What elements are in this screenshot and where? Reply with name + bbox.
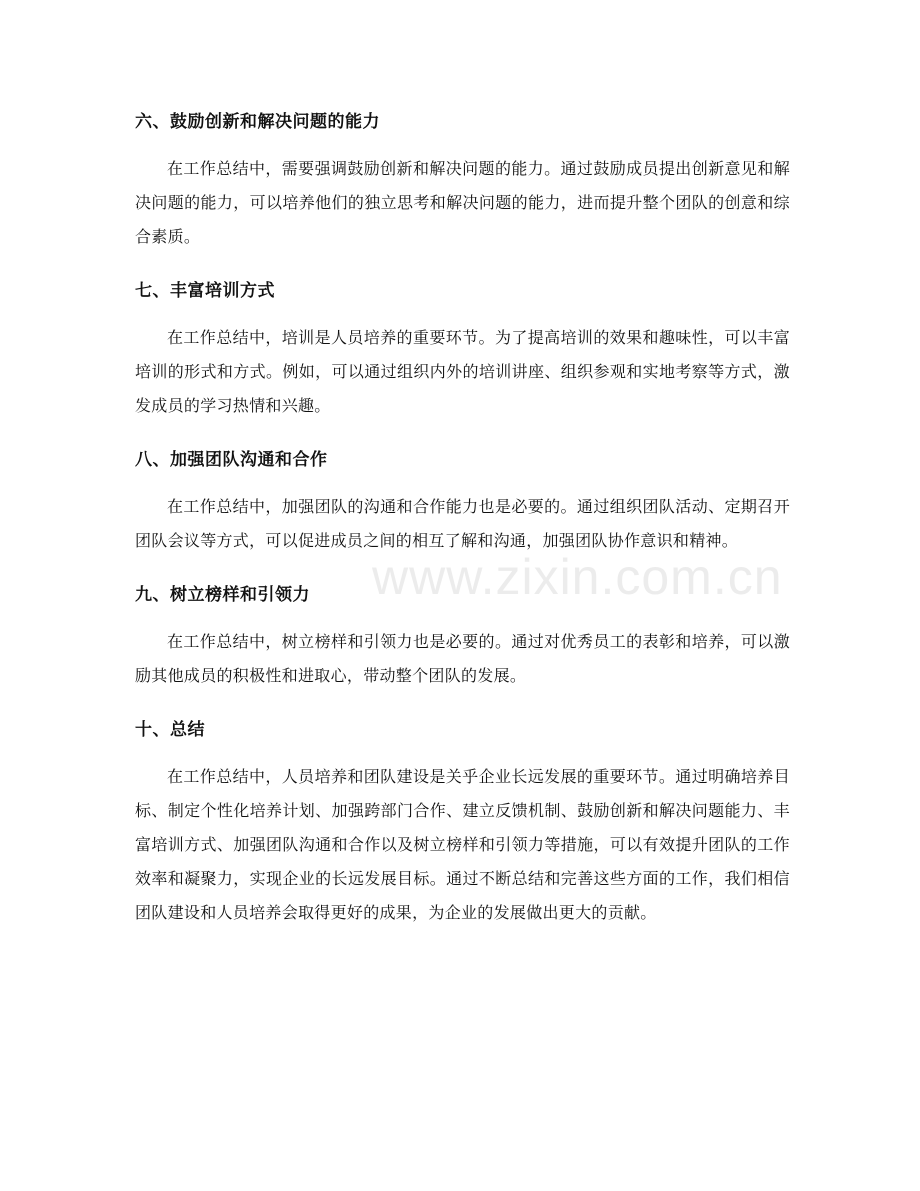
section-7 (135, 273, 790, 423)
section-heading: 七、丰富培训方式 (135, 281, 275, 301)
section-paragraph: 在工作总结中，培训是人员培养的重要环节。为了提高培训的效果和趣味性，可以丰富培训的形式和方式。例如，可以通过组织内外的培训讲座、组织参观和实地考察等方式，激发成员的学习热情和兴趣。 (135, 328, 790, 415)
section-heading: 九、树立榜样和引领力 (135, 585, 310, 605)
section-paragraph: 在工作总结中，人员培养和团队建设是关乎企业长远发展的重要环节。通过明确培养目标、制定个性化培养计划、加强跨部门合作、建立反馈机制、鼓励创新和解决问题能力、丰富培训方式、加强团队沟通和合作以及树立榜样和引领力等措施，可以有效提升团队的工作效率和凝聚力，实现企业的长远发展目标。通过不断总结和完善这些方面的工作，我们相信团队建设和人员培养会取得更好的成果，为企业的发展做出更大的贡献。 (135, 767, 790, 922)
section-heading: 十、总结 (135, 720, 205, 740)
section-8 (135, 442, 790, 558)
section-paragraph: 在工作总结中，加强团队的沟通和合作能力也是必要的。通过组织团队活动、定期召开团队会议等方式，可以促进成员之间的相互了解和沟通，加强团队协作意识和精神。 (135, 497, 790, 550)
section-heading: 八、加强团队沟通和合作 (135, 450, 328, 470)
document-content (135, 104, 790, 949)
section-6 (135, 104, 790, 254)
watermark: www.zixin.com.cn (372, 549, 783, 605)
section-heading: 六、鼓励创新和解决问题的能力 (135, 112, 380, 132)
section-paragraph: 在工作总结中，树立榜样和引领力也是必要的。通过对优秀员工的表彰和培养，可以激励其他成员的积极性和进取心，带动整个团队的发展。 (135, 632, 790, 685)
section-9 (135, 577, 790, 693)
section-paragraph: 在工作总结中，需要强调鼓励创新和解决问题的能力。通过鼓励成员提出创新意见和解决问题的能力，可以培养他们的独立思考和解决问题的能力，进而提升整个团队的创意和综合素质。 (135, 159, 790, 246)
section-10 (135, 712, 790, 930)
